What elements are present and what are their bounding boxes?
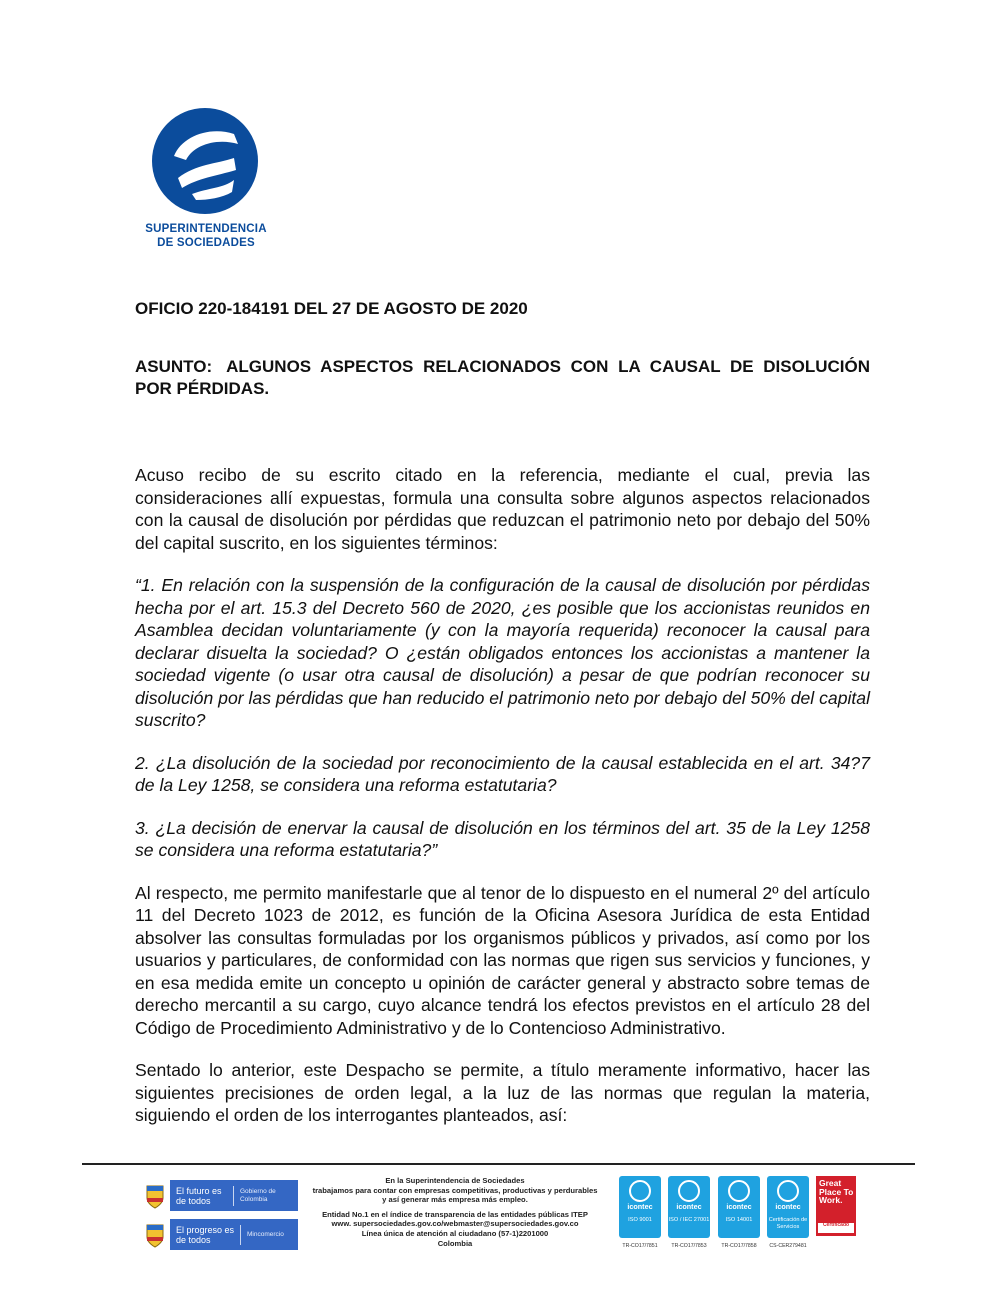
badge1-main: El futuro es de todos (176, 1185, 222, 1206)
footer-line-6: Línea única de atención al ciudadano (57-1)2201000 (361, 1228, 549, 1238)
footer-line-4: Entidad No.1 en el índice de transparencia de las entidades públicas ITEP (322, 1209, 588, 1219)
logo-line-1: SUPERINTENDENCIA (145, 223, 267, 235)
paragraph-precisions: Sentado lo anterior, este Despacho se permite, a título meramente informativo, hacer las siguientes precisiones de orden legal, a la luz de las normas que regulan la materia, siguiendo el orden de los interrogantes planteados, así: (135, 1060, 870, 1125)
cert-code-3: TR-CO17/7858 (721, 1243, 757, 1249)
footer-line-7: Colombia (437, 1238, 473, 1248)
document-subject (135, 356, 870, 400)
badge2-main: El progreso es de todos (176, 1224, 235, 1245)
footer-contact-text (300, 1176, 610, 1248)
logo-wordmark (136, 222, 276, 250)
cert-code-2: TR-CO17/7853 (671, 1243, 707, 1249)
cert-code-1: TR-CO17/7851 (622, 1243, 658, 1249)
supersociedades-emblem-icon (152, 108, 258, 214)
document-body (135, 298, 870, 1127)
icontec-iso9001-badge: icontec ISO 9001 (619, 1176, 661, 1238)
footer-line-2: trabajamos para contar con empresas competitivas, productivas y perdurables (312, 1185, 598, 1195)
cert-code-4: CS-CER279481 (769, 1243, 807, 1249)
subject-text: ALGUNOS ASPECTOS RELACIONADOS CON LA CAUSAL DE DISOLUCIÓN POR PÉRDIDAS. (135, 357, 870, 398)
gptw-text: Great Place To Work. (819, 1178, 854, 1205)
icontec-icon (629, 1180, 651, 1202)
gptw-cert: Certificado (818, 1223, 854, 1233)
icontec-iso27001-badge: icontec ISO / IEC 27001 (668, 1176, 710, 1238)
paragraph-question-1: “1. En relación con la suspensión de la configuración de la causal de disolución por pérdidas hecha por el art. 15.3 del Decreto 560 de 2020, ¿es posible que los accionistas reunidos en Asamblea decidan voluntariamente (y con la mayoría requerida) reconocer la causal para declarar disuelta la sociedad? O ¿están obligados entonces los accionistas a mantener la sociedad vigente (o usar otra causal de disolución) a pesar de que podrían reconocer su disolución por las pérdidas que han reducido el patrimonio neto por debajo del 50% del capital suscrito? (135, 575, 870, 730)
footer-line-5: www. supersociedades.gov.co/webmaster@supersociedades.gov.co (331, 1219, 579, 1229)
footer-line-1: En la Superintendencia de Sociedades (385, 1176, 525, 1185)
paragraph-intro: Acuso recibo de su escrito citado en la referencia, mediante el cual, previa las consideraciones allí expuestas, formula una consulta sobre algunos aspectos relacionados con la causal de disolución por pérdidas que reduzcan el patrimonio neto por debajo del 50% del capital suscrito, en los siguientes términos: (135, 465, 870, 553)
paragraph-question-3: 3. ¿La decisión de enervar la causal de disolución en los términos del art. 35 de la Ley 1258 se considera una reforma estatutaria?” (135, 817, 870, 860)
footer-divider (82, 1163, 915, 1165)
paragraph-competence: Al respecto, me permito manifestarle que al tenor de lo dispuesto en el numeral 2º del artículo 11 del Decreto 1023 de 2012, es función de la Oficina Asesora Jurídica de esta Entidad absolver las consultas formuladas por los organismos públicos y privados, así como por los usuarios y particulares, de conformidad con las normas que rigen sus servicios y funciones, y en esa medida emite un concepto u opinión de carácter general y abstracto sobre temas de derecho mercantil a su cargo, cuyo alcance tendrá los efectos previstos en el artículo 28 del Código de Procedimiento Administrativo y de lo Contencioso Administrativo. (135, 882, 870, 1038)
icontec-iso14001-badge: icontec ISO 14001 (718, 1176, 760, 1238)
great-place-to-work-badge (816, 1176, 856, 1236)
footer-line-3: y así generar más empresa más empleo. (382, 1195, 528, 1205)
icontec-icon (678, 1180, 700, 1202)
colombia-seal-icon (144, 1182, 166, 1210)
badge2-side: Mincomercio (247, 1230, 284, 1238)
logo-line-2: DE SOCIEDADES (157, 237, 255, 249)
colombia-seal-icon (144, 1221, 166, 1249)
paragraph-question-2: 2. ¿La disolución de la sociedad por reconocimiento de la causal establecida en el art. 34?7 de la Ley 1258, se considera una reforma estatutaria? (135, 752, 870, 795)
document-title: OFICIO 220-184191 DEL 27 DE AGOSTO DE 2020 (135, 299, 528, 318)
icontec-icon (777, 1180, 799, 1202)
gobierno-badge (144, 1180, 298, 1211)
icontec-icon (728, 1180, 750, 1202)
badge1-side: Gobierno de Colombia (239, 1187, 276, 1203)
mincomercio-badge (144, 1219, 298, 1250)
subject-label: ASUNTO: (135, 357, 213, 376)
icontec-servicios-badge: icontec Certificación de Servicios (767, 1176, 809, 1238)
